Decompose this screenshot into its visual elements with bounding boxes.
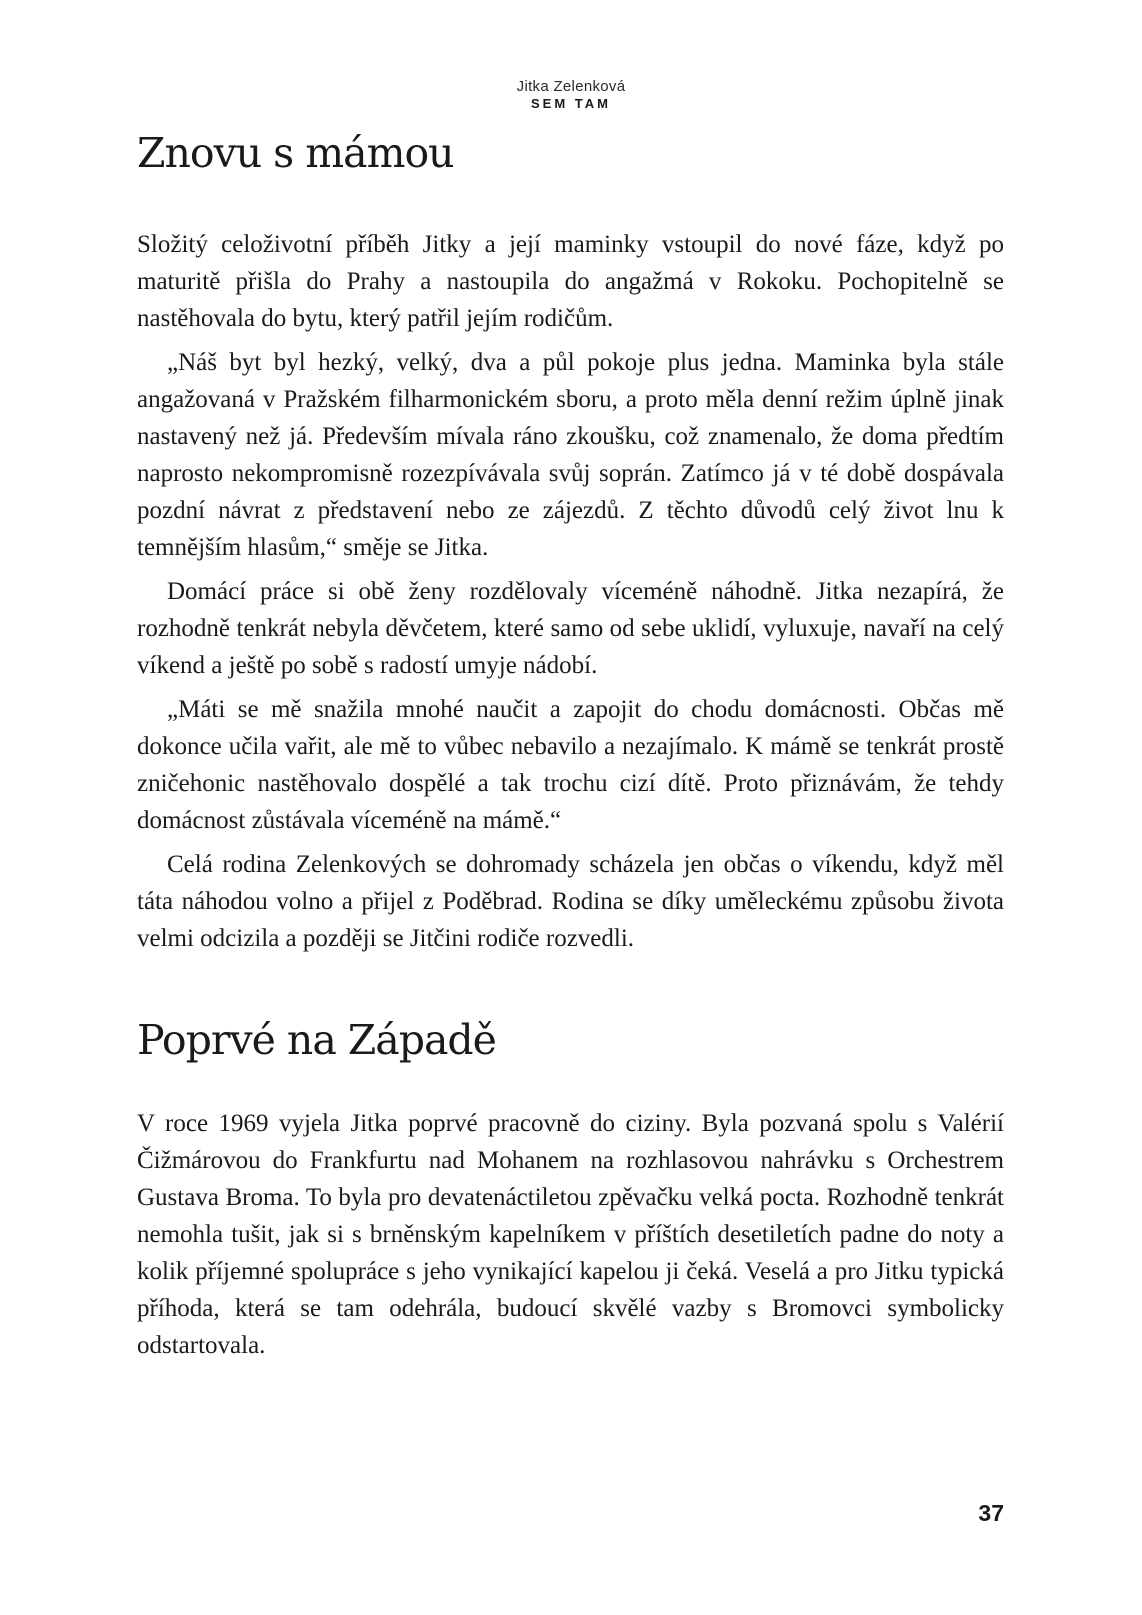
section-poprve-na-zapade: [137, 1015, 1004, 1364]
paragraph: „Máti se mě snažila mnohé naučit a zapojit do chodu domácnosti. Občas mě dokonce učila vařit, ale mě to vůbec nebavilo a nezajímalo. K mámě se tenkrát prostě zničehonic nastěhovalo dospělé a tak trochu cizí dítě. Proto přiznávám, že tehdy domácnost zůstávala víceméně na mámě.“: [137, 696, 1004, 834]
page-number: 37: [978, 1500, 1004, 1526]
section-title: Poprvé na Západě: [137, 1016, 496, 1064]
running-head: [0, 78, 1142, 112]
paragraph: V roce 1969 vyjela Jitka poprvé pracovně do ciziny. Byla pozvaná spolu s Valérií Čižmárovou do Frankfurtu nad Mohanem na rozhlasovou nahrávku s Orchestrem Gustava Broma. To byla pro devatenáctiletou zpěvačku velká pocta. Rozhodně tenkrát nemohla tušit, jak si s brněnským kapelníkem v příštích desetiletích padne do noty a kolik příjemné spolupráce s jeho vynikající kapelou ji čeká. Veselá a pro Jitku typická příhoda, která se tam odehrála, budoucí skvělé vazby s Bromovci symbolicky odstartovala.: [137, 1110, 1004, 1359]
paragraph: Domácí práce si obě ženy rozdělovaly víceméně náhodně. Jitka nezapírá, že rozhodně tenkrát nebyla děvčetem, které samo od sebe uklidí, vyluxuje, navaří na celý víkend a ještě po sobě s radostí umyje nádobí.: [137, 578, 1004, 679]
paragraph: „Náš byt byl hezký, velký, dva a půl pokoje plus jedna. Maminka byla stále angažovaná v Pražském filharmonickém sboru, a proto měla denní režim úplně jinak nastavený než já. Především mívala ráno zkoušku, což znamenalo, že doma předtím naprosto nekompromisně rozezpívávala svůj soprán. Zatímco já v té době dospávala pozdní návrat z představení nebo ze zájezdů. Z těchto důvodů celý život lnu k temnějším hlasům,“ směje se Jitka.: [137, 349, 1004, 561]
section-title: Znovu s mámou: [137, 129, 454, 177]
running-head-author: Jitka Zelenková: [516, 78, 626, 95]
page-content: [137, 128, 1004, 1371]
section-znovu-s-mamou: [137, 128, 1004, 957]
paragraph: Celá rodina Zelenkových se dohromady scházela jen občas o víkendu, když měl táta náhodou volno a přijel z Poděbrad. Rodina se díky uměleckému způsobu života velmi odcizila a později se Jitčini rodiče rozvedli.: [137, 851, 1004, 952]
running-head-book-title: SEM TAM: [531, 96, 611, 111]
paragraph: Složitý celoživotní příběh Jitky a její maminky vstoupil do nové fáze, když po maturitě přišla do Prahy a nastoupila do angažmá v Rokoku. Pochopitelně se nastěhovala do bytu, který patřil jejím rodičům.: [137, 231, 1004, 332]
